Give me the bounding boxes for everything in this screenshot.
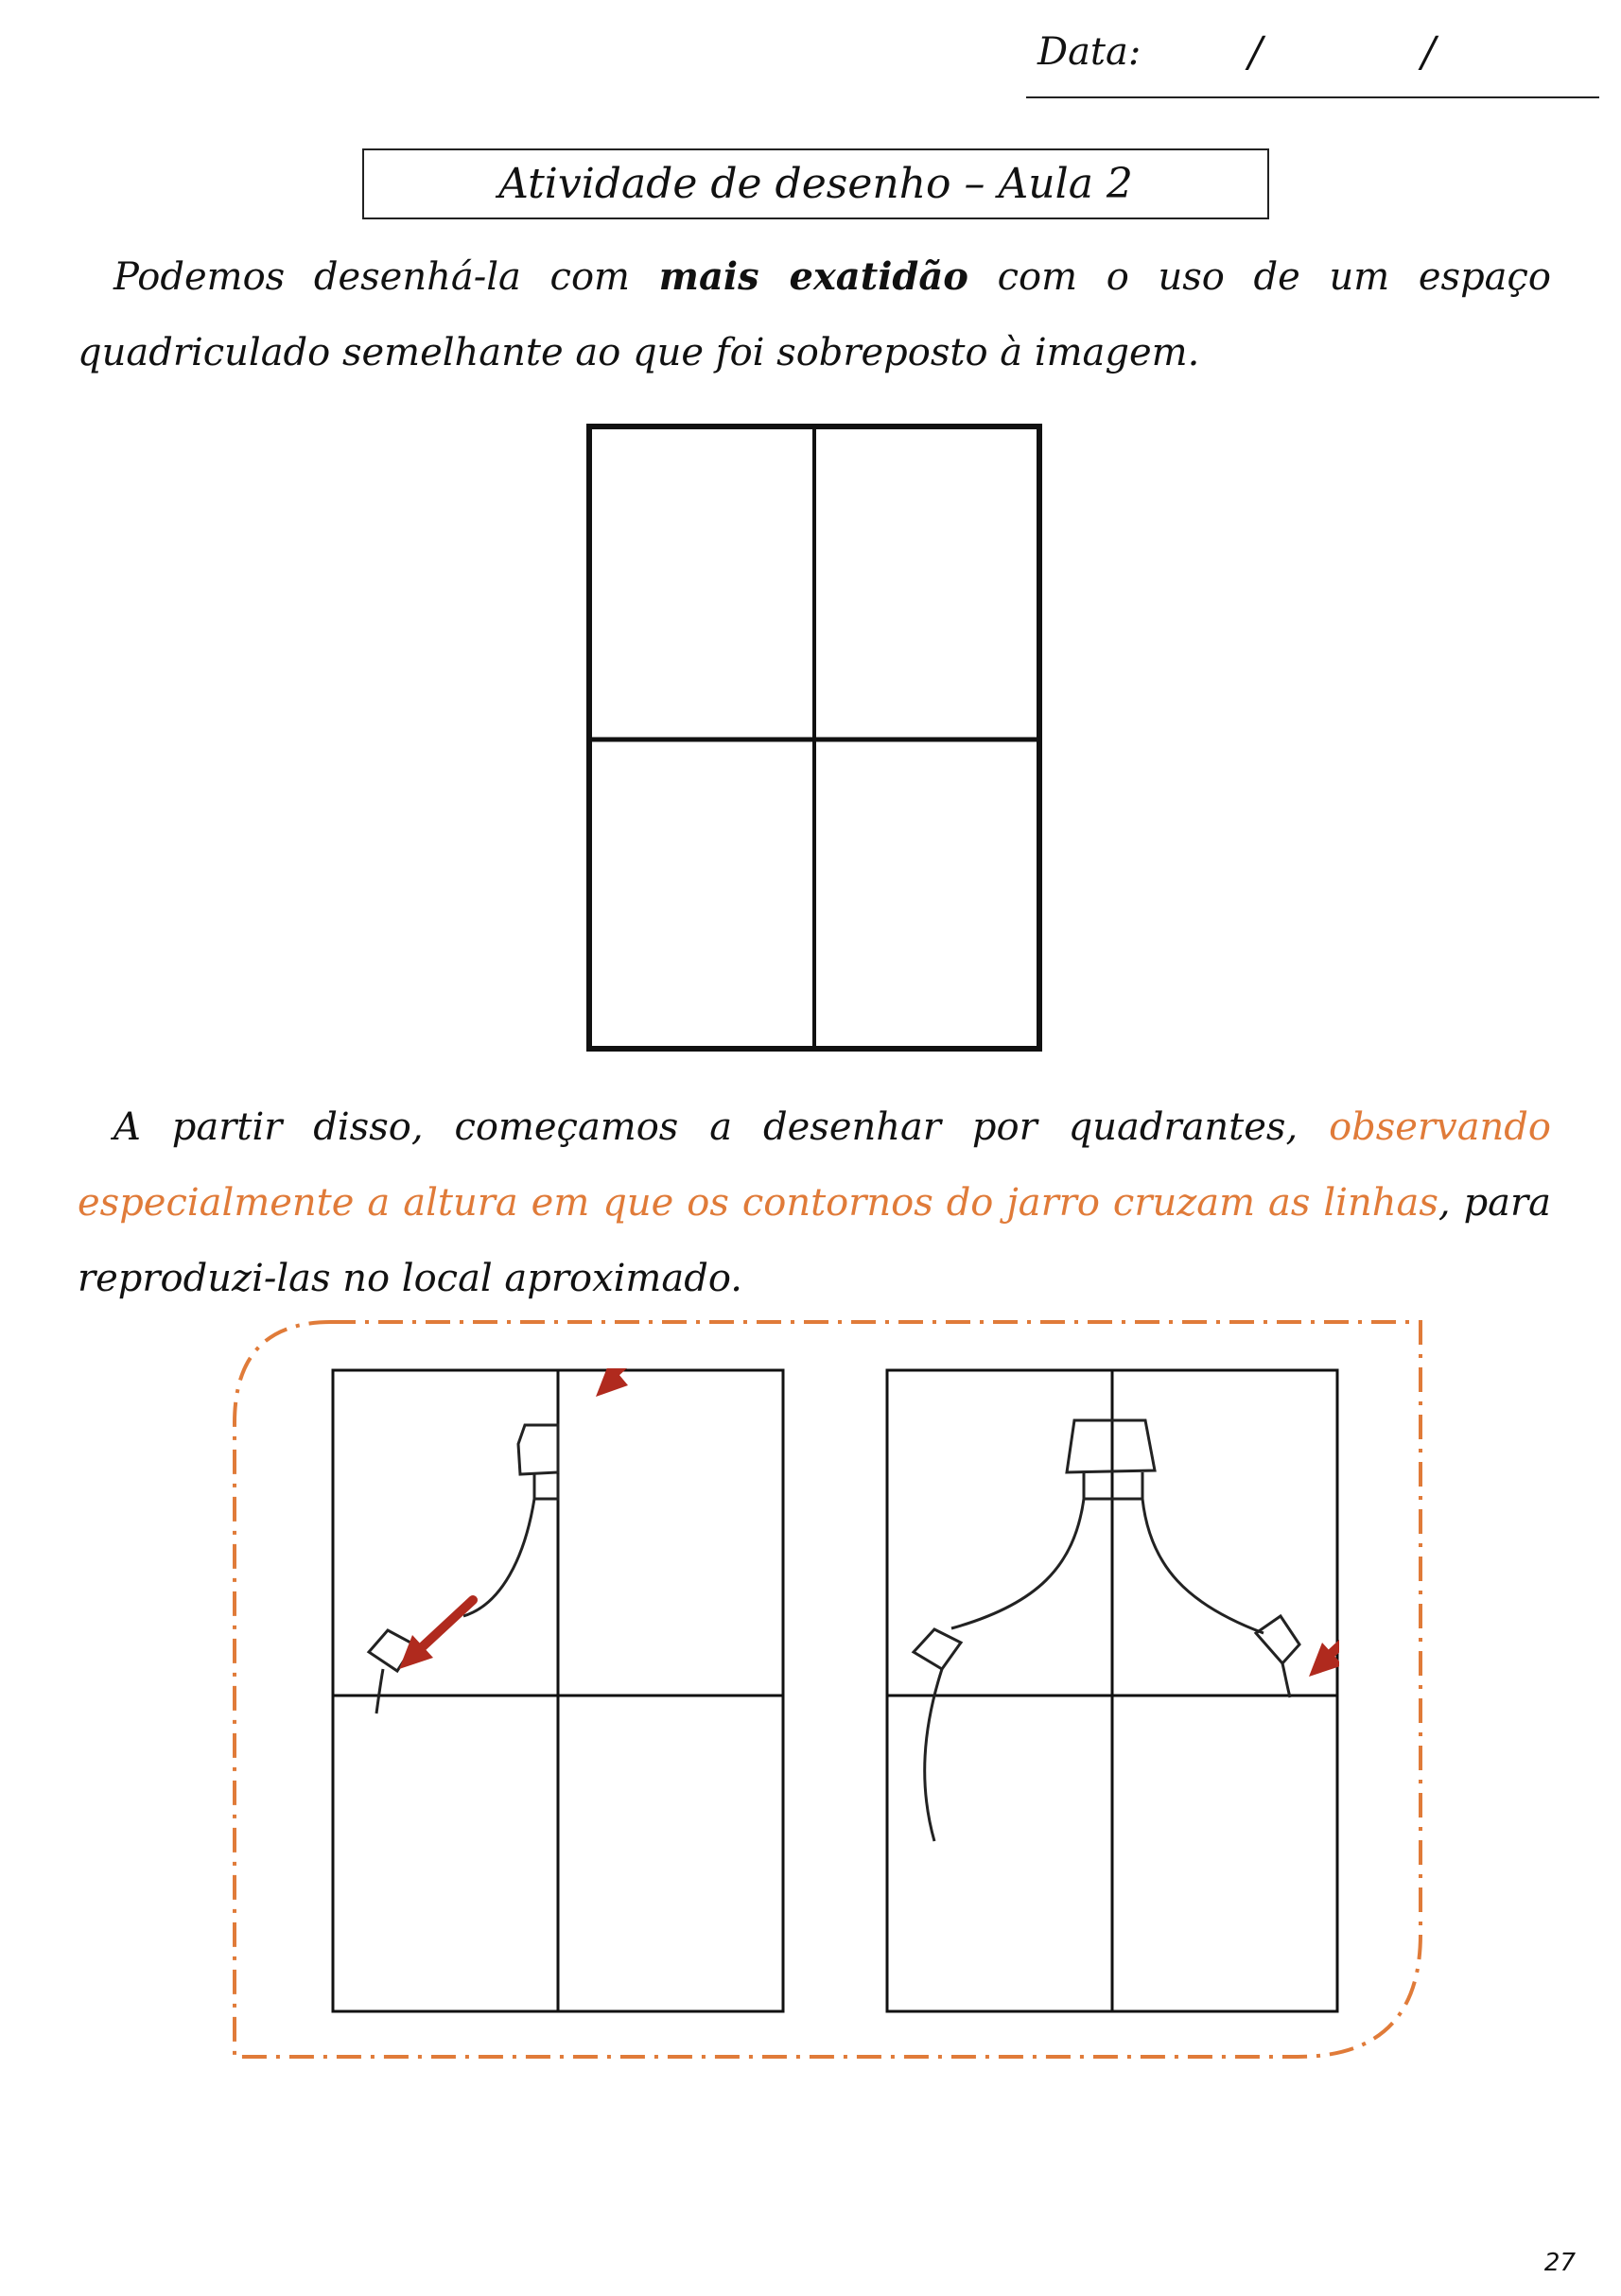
page-number: 27 [1543, 2249, 1576, 2277]
date-separator-month-year: / [1421, 28, 1436, 77]
date-separator-day-month: / [1248, 28, 1263, 77]
date-underline [1026, 96, 1599, 98]
intro-text-end: com o uso de um espaço quadriculado semelhante ao que foi sobreposto à imagem. [78, 255, 1552, 374]
intro-text-start: Podemos desenhá-la com [113, 255, 659, 299]
date-label: Data: [1037, 30, 1142, 74]
instruction-highlight: observando especialmente a altura em que os contornos do jarro cruzam as linhas [78, 1105, 1551, 1225]
instruction-text-start: A partir disso, começamos a desenhar por quadrantes, [113, 1105, 1330, 1149]
instruction-paragraph [78, 1089, 1551, 1316]
date-field [1026, 26, 1599, 98]
page-title: Atividade de desenho – Aula 2 [498, 160, 1133, 208]
title-box [362, 148, 1269, 219]
example-drawing-step-2 [885, 1368, 1339, 2013]
intro-emphasis: mais exatidão [658, 254, 968, 299]
intro-paragraph [78, 239, 1551, 391]
example-drawing-step-1 [331, 1368, 785, 2013]
instruction-text-end: , para reproduzi-las no local aproximado. [78, 1181, 1551, 1300]
blank-drawing-grid [586, 424, 1042, 1052]
